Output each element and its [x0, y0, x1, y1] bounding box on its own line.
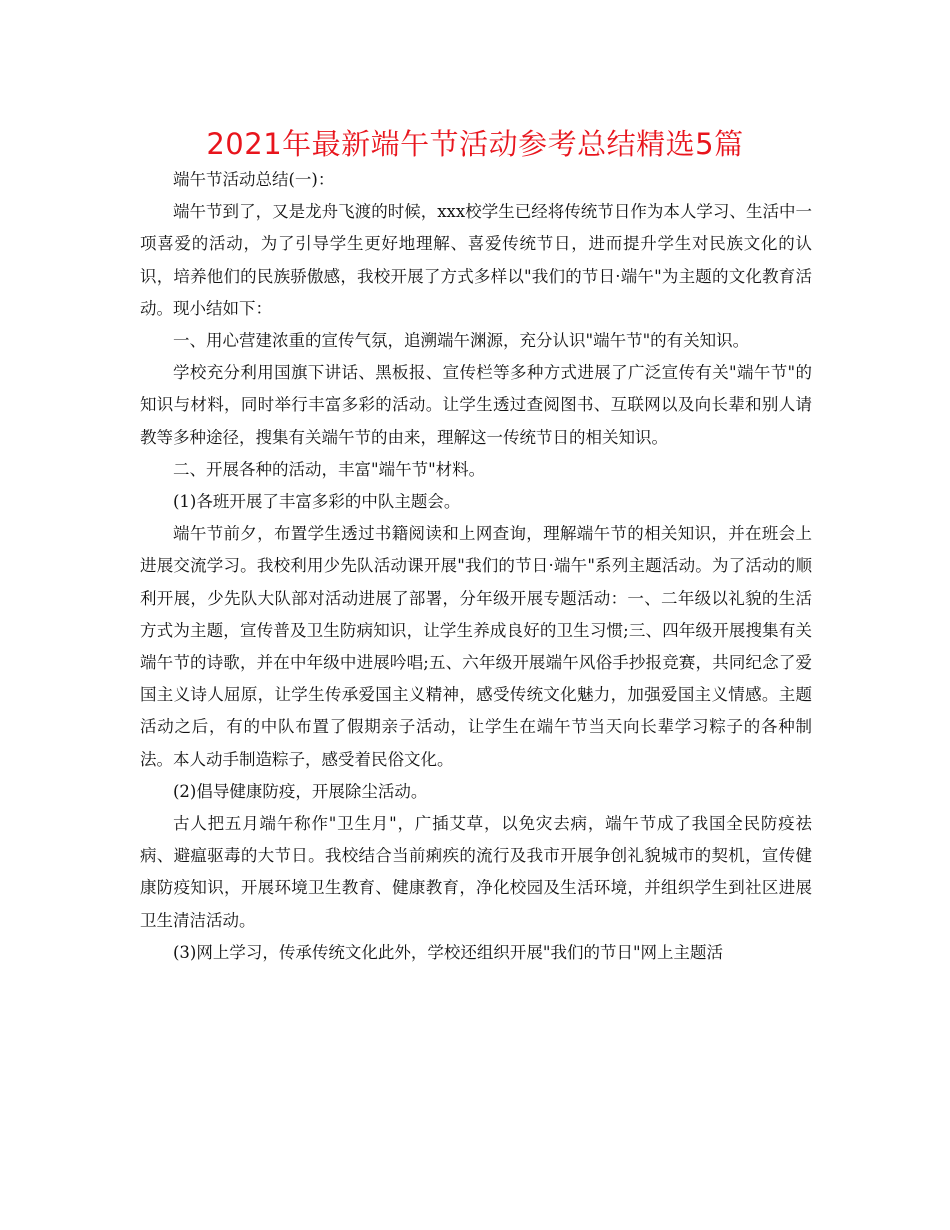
- document-title: 2021年最新端午节活动参考总结精选5篇: [206, 127, 744, 161]
- paragraph: 古人把五月端午称作"卫生月"，广插艾草，以免灾去病，端午节成了我国全民防疫祛病、避瘟驱毒的大节日。我校结合当前痢疾的流行及我市开展争创礼貌城市的契机，宣传健康防疫知识，开展环境卫生教育、健康教育，净化校园及生活环境，并组织学生到社区进展卫生清洁活动。: [140, 814, 812, 930]
- paragraph-subheading-3: (3)网上学习，传承传统文化此外，学校还组织开展"我们的节日"网上主题活: [173, 942, 724, 962]
- paragraph-subheading-1: (1)各班开展了丰富多彩的中队主题会。: [173, 492, 461, 512]
- paragraph-section-heading: 端午节活动总结(一)：: [173, 170, 335, 189]
- paragraph-heading-2: 二、开展各种的活动，丰富"端午节"材料。: [173, 459, 486, 479]
- paragraph: 端午节前夕，布置学生透过书籍阅读和上网查询，理解端午节的相关知识，并在班会上进展交流学习。我校利用少先队活动课开展"我们的节日·端午"系列主题活动。为了活动的顺利开展，少先队大队部对活动进展了部署，分年级开展专题活动：一、二年级以礼貌的生活方式为主题，宣传普及卫生防病知识，让学生养成良好的卫生习惯;三、四年级开展搜集有关端午节的诗歌，并在中年级中进展吟唱;五、六年级开展端午风俗手抄报竞赛，共同纪念了爱国主义诗人屈原，让学生传承爱国主义精神，感受传统文化魅力，加强爱国主义情感。主题活动之后，有的中队布置了假期亲子活动，让学生在端午节当天向长辈学习粽子的各种制法。本人动手制造粽子，感受着民俗文化。: [140, 524, 812, 769]
- paragraph-subheading-2: (2)倡导健康防疫，开展除尘活动。: [173, 781, 428, 801]
- paragraph-heading-1: 一、用心营建浓重的宣传气氛，追溯端午渊源，充分认识"端午节"的有关知识。: [173, 331, 750, 351]
- paragraph: 学校充分利用国旗下讲话、黑板报、宣传栏等多种方式进展了广泛宣传有关"端午节"的知识与材料，同时举行丰富多彩的活动。让学生透过查阅图书、互联网以及向长辈和别人请教等多种途径，搜集有关端午节的由来，理解这一传统节日的相关知识。: [140, 363, 812, 447]
- document-body: [140, 164, 812, 969]
- paragraph-intro: 端午节到了，又是龙舟飞渡的时候，xxx校学生已经将传统节日作为本人学习、生活中一项喜爱的活动，为了引导学生更好地理解、喜爱传统节日，进而提升学生对民族文化的认识，培养他们的民族骄傲感，我校开展了方式多样以"我们的节日·端午"为主题的文化教育活动。现小结如下：: [140, 202, 812, 318]
